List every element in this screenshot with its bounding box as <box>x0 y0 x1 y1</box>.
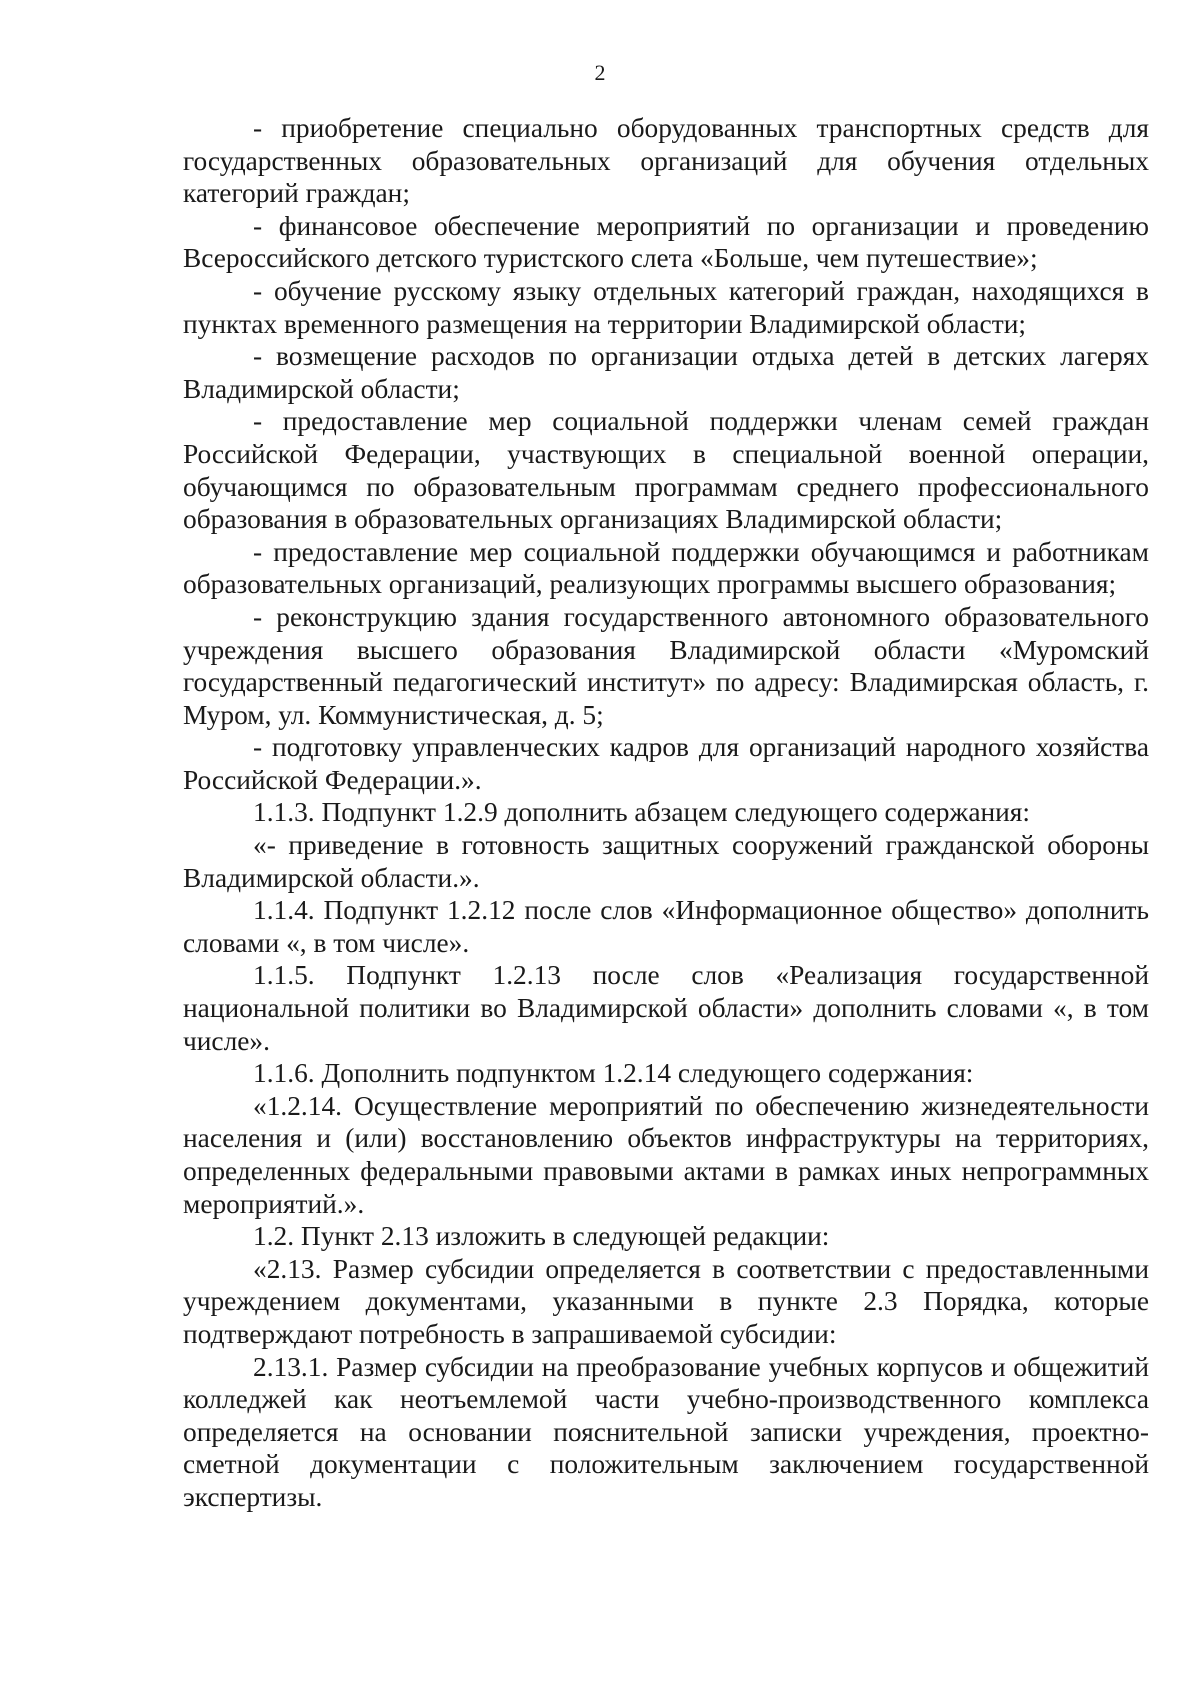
paragraph: «- приведение в готовность защитных сооружений гражданской обороны Владимирской области.». <box>183 830 1149 893</box>
paragraph: «1.2.14. Осуществление мероприятий по обеспечению жизнедеятельности населения и (или) восстановлению объектов инфраструктуры на территориях, определенных федеральными правовыми актами в рамках иных непрограммных мероприятий.». <box>183 1090 1149 1219</box>
page-number: 2 <box>594 60 606 85</box>
paragraph: - возмещение расходов по организации отдыха детей в детских лагерях Владимирской области; <box>183 341 1149 404</box>
paragraph: 1.1.5. Подпункт 1.2.13 после слов «Реализация государственной национальной политики во Владимирской области» дополнить словами «, в том числе». <box>183 960 1149 1056</box>
paragraph: «2.13. Размер субсидии определяется в соответствии с предоставленными учреждением документами, указанными в пункте 2.3 Порядка, которые подтверждают потребность в запрашиваемой субсидии: <box>183 1253 1149 1349</box>
paragraph: - обучение русскому языку отдельных категорий граждан, находящихся в пунктах временного размещения на территории Владимирской области; <box>183 275 1149 339</box>
paragraph: 2.13.1. Размер субсидии на преобразование учебных корпусов и общежитий колледжей как неотъемлемой части учебно-производственного комплекса определяется на основании пояснительной записки учреждения, проектно-сметной документации с положительным заключением государственной экспертизы. <box>183 1351 1149 1512</box>
paragraph: 1.1.4. Подпункт 1.2.12 после слов «Информационное общество» дополнить словами «, в том числе». <box>183 895 1149 958</box>
paragraph: - подготовку управленческих кадров для организаций народного хозяйства Российской Федерации.». <box>183 732 1149 795</box>
paragraph: - предоставление мер социальной поддержки обучающимся и работникам образовательных организаций, реализующих программы высшего образования; <box>183 536 1149 600</box>
paragraph: 1.1.6. Дополнить подпунктом 1.2.14 следующего содержания: <box>253 1058 974 1089</box>
paragraph: 1.1.3. Подпункт 1.2.9 дополнить абзацем следующего содержания: <box>253 797 1031 828</box>
paragraph: 1.2. Пункт 2.13 изложить в следующей редакции: <box>253 1221 830 1252</box>
paragraph: - реконструкцию здания государственного автономного образовательного учреждения высшего образования Владимирской области «Муромский государственный педагогический институт» по адресу: Владимирская область, г. Муром, ул. Коммунистическая, д. 5; <box>183 601 1149 730</box>
paragraph: - предоставление мер социальной поддержки членам семей граждан Российской Федерации, участвующих в специальной военной операции, обучающимся по образовательным программам среднего профессионального образования в образовательных организациях Владимирской области; <box>183 406 1149 535</box>
document-body <box>183 112 1149 1514</box>
paragraph: - финансовое обеспечение мероприятий по организации и проведению Всероссийского детского туристского слета «Больше, чем путешествие»; <box>183 210 1149 274</box>
paragraph: - приобретение специально оборудованных транспортных средств для государственных образовательных организаций для обучения отдельных категорий граждан; <box>183 113 1149 209</box>
